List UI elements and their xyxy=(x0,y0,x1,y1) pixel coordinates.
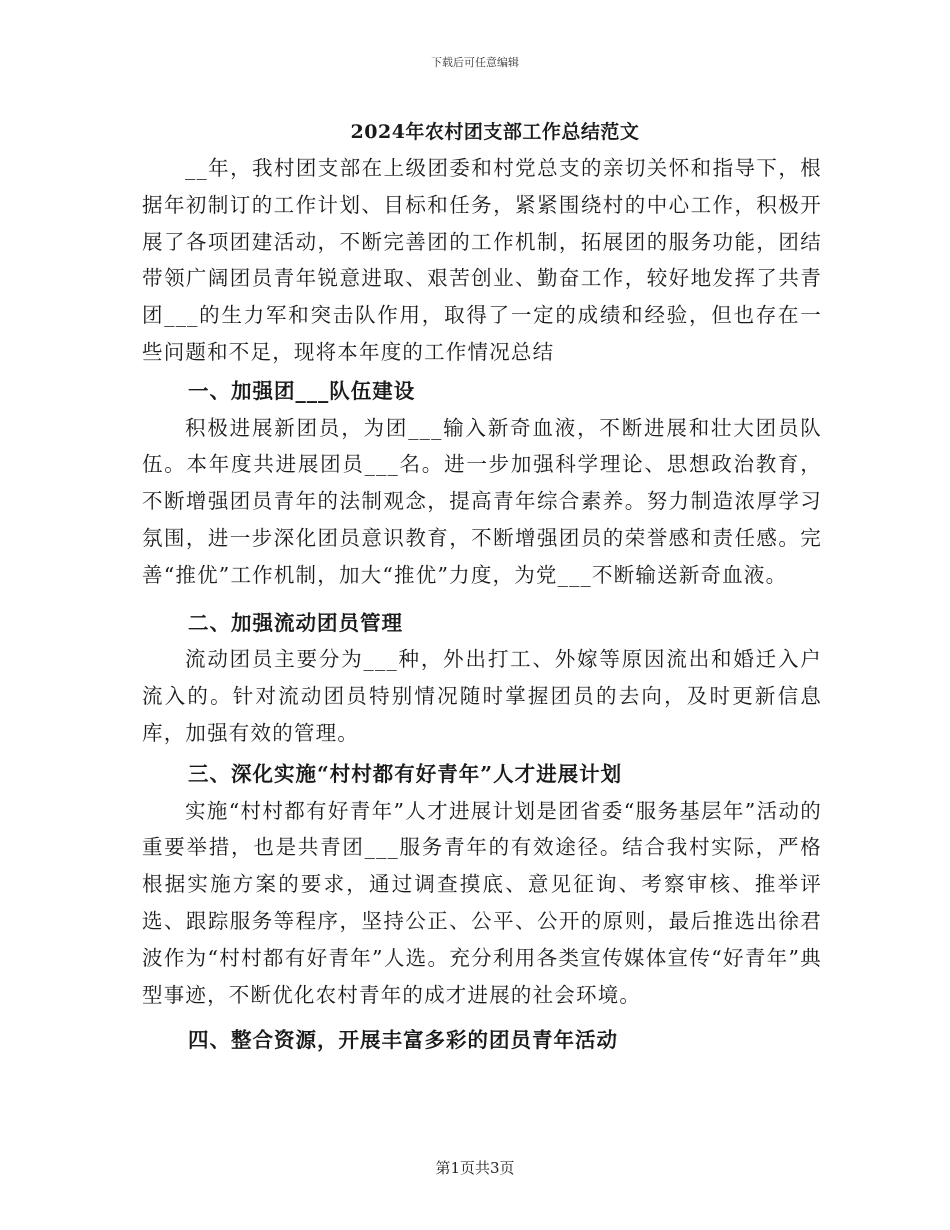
section-heading-1: 一、加强团___队伍建设 xyxy=(188,378,416,403)
document-body xyxy=(142,150,822,1059)
section-body-2: 流动团员主要分为___种，外出打工、外嫁等原因流出和婚迁入户流入的。针对流动团员特别情况随时掌握团员的去向，及时更新信息库，加强有效的管理。 xyxy=(142,647,822,745)
document-title: 2024年农村团支部工作总结范文 xyxy=(350,121,640,143)
page-header-note: 下载后可任意编辑 xyxy=(431,56,519,69)
section-heading-4: 四、整合资源，开展丰富多彩的团员青年活动 xyxy=(188,1028,618,1053)
section-body-1: 积极进展新团员，为团___输入新奇血液，不断进展和壮大团员队伍。本年度共进展团员___名。进一步加强科学理论、思想政治教育，不断增强团员青年的法制观念，提高青年综合素养。努力制造浓厚学习氛围，进一步深化团员意识教育，不断增强团员的荣誉感和责任感。完善“推优”工作机制，加大“推优”力度，为党___不断输送新奇血液。 xyxy=(142,415,822,587)
intro-paragraph: __年，我村团支部在上级团委和村党总支的亲切关怀和指导下，根据年初制订的工作计划、目标和任务，紧紧围绕村的中心工作，积极开展了各项团建活动，不断完善团的工作机制，拓展团的服务功能，团结带领广阔团员青年锐意进取、艰苦创业、勤奋工作，较好地发挥了共青团___的生力军和突击队作用，取得了一定的成绩和经验，但也存在一些问题和不足，现将本年度的工作情况总结 xyxy=(142,156,822,364)
page-number: 第1页共3页 xyxy=(435,1159,515,1177)
section-heading-3: 三、深化实施“村村都有好青年”人才进展计划 xyxy=(188,761,623,786)
section-body-3: 实施“村村都有好青年”人才进展计划是团省委“服务基层年”活动的重要举措，也是共青团___服务青年的有效途径。结合我村实际，严格根据实施方案的要求，通过调查摸底、意见征询、考察审核、推举评选、跟踪服务等程序，坚持公正、公平、公开的原则，最后推选出徐君波作为“村村都有好青年”人选。充分利用各类宣传媒体宣传“好青年”典型事迹，不断优化农村青年的成才进展的社会环境。 xyxy=(142,798,822,1007)
section-heading-2: 二、加强流动团员管理 xyxy=(188,610,403,635)
